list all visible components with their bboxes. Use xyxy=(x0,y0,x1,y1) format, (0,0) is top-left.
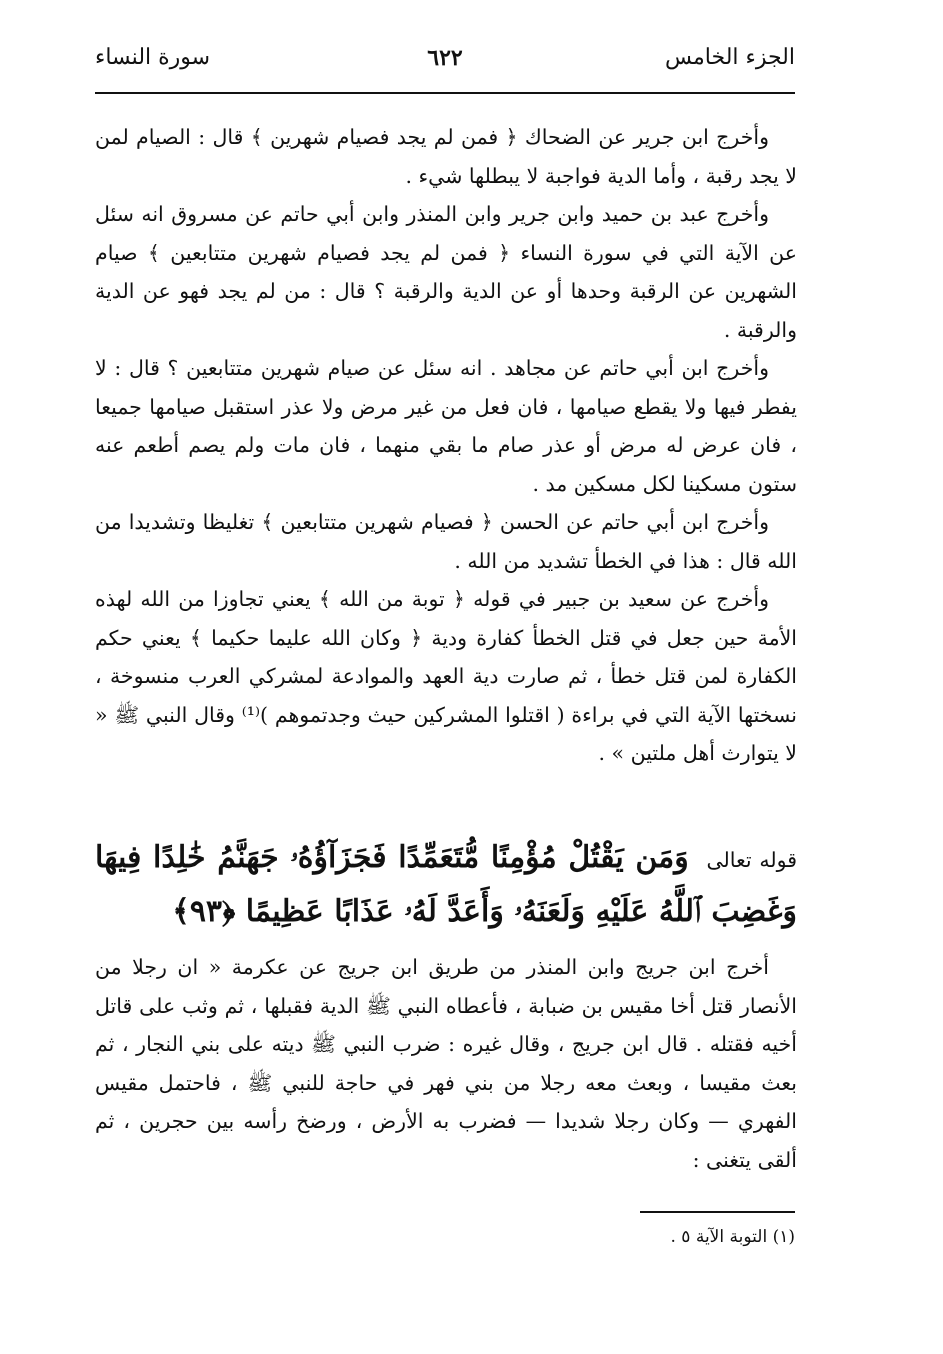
part-title: الجزء الخامس xyxy=(664,45,795,70)
quran-verse xyxy=(95,832,797,940)
paragraph: وأخرج ابن جرير عن الضحاك ﴿ فمن لم يجد فصيام شهرين ﴾ قال : الصيام لمن لا يجد رقبة ، وأما الدية فواجبة لا يبطلها شيء . xyxy=(95,125,797,188)
paragraph: وأخرج ابن أبي حاتم عن مجاهد . انه سئل عن صيام شهرين متتابعين ؟ قال : لا يفطر فيها ولا يقطع صيامها ، فان فعل من غير مرض ولا عذر استقبل صيامها جميعا ، فان عرض له مرض أو عذر صام ما بقي منهما ، فان مات ولم يصم أطعم عنه ستون مسكينا لكل مسكين مد . xyxy=(95,356,797,496)
page-number: ٦٢٢ xyxy=(427,45,463,71)
main-text xyxy=(95,118,797,773)
header-rule xyxy=(95,92,795,94)
page-header xyxy=(95,38,795,78)
commentary-text xyxy=(95,948,797,1179)
paragraph: وأخرج عبد بن حميد وابن جرير وابن المنذر وابن أبي حاتم عن مسروق انه سئل عن الآية التي في سورة النساء ﴿ فمن لم يجد فصيام شهرين متتابعين ﴾ صيام الشهرين عن الرقبة وحدها أو عن الدية والرقبة ؟ قال : من لم يجد فهو عن الدية والرقبة . xyxy=(95,202,797,342)
footnote: (١) التوبة الآية ٥ . xyxy=(670,1227,795,1247)
surah-title: سورة النساء xyxy=(95,45,211,70)
verse-intro: قوله تعالى xyxy=(706,848,797,872)
paragraph: وأخرج عن سعيد بن جبير في قوله ﴿ توبة من الله ﴾ يعني تجاوزا من الله لهذه الأمة حين جعل في قتل الخطأ كفارة ودية ﴿ وكان الله عليما حكيما ﴾ يعني حكم الكفارة لمن قتل خطأ ، ثم صارت دية العهد والموادعة لمشركي العرب منسوخة ، نسختها الآية التي في براءة ( اقتلوا المشركين حيث وجدتموهم )⁽¹⁾ وقال النبي ﷺ « لا يتوارث أهل ملتين » . xyxy=(95,587,797,765)
paragraph: وأخرج ابن أبي حاتم عن الحسن ﴿ فصيام شهرين متتابعين ﴾ تغليظا وتشديدا من الله قال : هذا في الخطأ تشديد من الله . xyxy=(95,510,797,573)
verse-text: وَمَن يَقْتُلْ مُؤْمِنًا مُّتَعَمِّدًا فَجَزَآؤُهُۥ جَهَنَّمُ خَٰلِدًا فِيهَا وَغَضِبَ ٱللَّهُ عَلَيْهِ وَلَعَنَهُۥ وَأَعَدَّ لَهُۥ عَذَابًا عَظِيمًا ﴿٩٣﴾ xyxy=(95,840,797,929)
footnote-rule xyxy=(640,1211,795,1213)
paragraph: أخرج ابن جريج وابن المنذر من طريق ابن جريج عن عكرمة « ان رجلا من الأنصار قتل أخا مقيس بن ضبابة ، فأعطاه النبي ﷺ الدية فقبلها ، ثم وثب على قاتل أخيه فقتله . قال ابن جريج ، وقال غيره : ضرب النبي ﷺ ديته على بني النجار ، ثم بعث مقيسا ، وبعث معه رجلا من بني فهر في حاجة للنبي ﷺ ، فاحتمل مقيس الفهري — وكان رجلا شديدا — فضرب به الأرض ، ورضخ رأسه بين حجرين ، ثم ألقى يتغنى : xyxy=(95,955,797,1172)
